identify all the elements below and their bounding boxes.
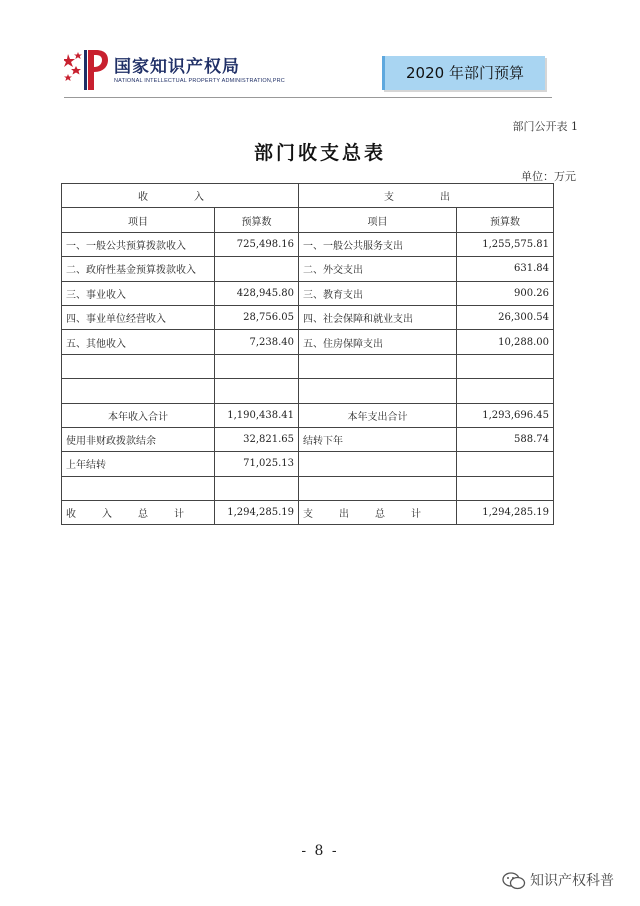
table-header-row: [62, 184, 554, 208]
table-row: [62, 305, 554, 329]
watermark-text: 知识产权科普: [530, 873, 614, 889]
expense-budget-header: 预算数: [457, 208, 554, 232]
grand-expense-value: 1,294,285.19: [457, 501, 554, 525]
grand-total-row: [62, 501, 554, 525]
expense-item: 一、一般公共服务支出: [299, 232, 457, 256]
expense-value: 900.26: [457, 281, 554, 305]
income-total-value: 1,190,438.41: [215, 403, 299, 427]
grand-income-label: 收入总计: [62, 501, 215, 525]
expense-value: 631.84: [457, 257, 554, 281]
income-value: 7,238.40: [215, 330, 299, 354]
agency-name-cn: 国家知识产权局: [114, 57, 240, 77]
budget-year-label: 2020 年部门预算: [406, 64, 524, 82]
table-row: [62, 330, 554, 354]
wechat-icon: [502, 872, 526, 890]
expense-item: 五、住房保障支出: [299, 330, 457, 354]
table-row: [62, 232, 554, 256]
header-divider: [64, 97, 552, 98]
carryover-value: 588.74: [457, 427, 554, 451]
watermark: [502, 870, 632, 892]
income-item: 二、政府性基金预算拨款收入: [62, 257, 215, 281]
table-row: [62, 257, 554, 281]
income-item: 四、事业单位经营收入: [62, 305, 215, 329]
expense-item: 四、社会保障和就业支出: [299, 305, 457, 329]
empty-row: [62, 476, 554, 500]
empty-row: [62, 354, 554, 378]
page-number: - 8 -: [301, 843, 339, 859]
expense-total-value: 1,293,696.45: [457, 403, 554, 427]
income-budget-header: 预算数: [215, 208, 299, 232]
nonfiscal-value: 32,821.65: [215, 427, 299, 451]
annual-total-row: [62, 403, 554, 427]
expense-item-header: 项目: [299, 208, 457, 232]
income-item: 三、事业收入: [62, 281, 215, 305]
page-title: 部门收支总表: [253, 142, 386, 164]
budget-summary-table: [61, 183, 554, 525]
income-item: 一、一般公共预算拨款收入: [62, 232, 215, 256]
income-value: [215, 257, 299, 281]
expense-value: 1,255,575.81: [457, 232, 554, 256]
agency-name-en: NATIONAL INTELLECTUAL PROPERTY ADMINISTRATION,PRC: [114, 78, 285, 84]
empty-row: [62, 379, 554, 403]
unit-label: 单位：万元: [521, 170, 576, 183]
expense-value: 10,288.00: [457, 330, 554, 354]
table-number: 部门公开表 1: [512, 120, 578, 133]
income-total-label: 本年收入合计: [62, 403, 215, 427]
grand-expense-label: 支出总计: [299, 501, 457, 525]
prev-year-label: 上年结转: [62, 452, 215, 476]
income-value: 725,498.16: [215, 232, 299, 256]
nonfiscal-label: 使用非财政拨款结余: [62, 427, 215, 451]
income-value: 28,756.05: [215, 305, 299, 329]
expense-item: 三、教育支出: [299, 281, 457, 305]
expense-item: 二、外交支出: [299, 257, 457, 281]
income-item: 五、其他收入: [62, 330, 215, 354]
agency-logo: [64, 46, 324, 94]
table-row: [62, 281, 554, 305]
prev-year-value: 71,025.13: [215, 452, 299, 476]
budget-year-tag: [382, 56, 545, 90]
expense-value: 26,300.54: [457, 305, 554, 329]
grand-income-value: 1,294,285.19: [215, 501, 299, 525]
column-header-row: [62, 208, 554, 232]
expense-header: 支 出: [299, 184, 554, 208]
income-value: 428,945.80: [215, 281, 299, 305]
income-item-header: 项目: [62, 208, 215, 232]
table-row: [62, 427, 554, 451]
agency-emblem-icon: [64, 46, 110, 94]
income-header: 收 入: [62, 184, 299, 208]
expense-total-label: 本年支出合计: [299, 403, 457, 427]
table-row: [62, 452, 554, 476]
carryover-label: 结转下年: [299, 427, 457, 451]
